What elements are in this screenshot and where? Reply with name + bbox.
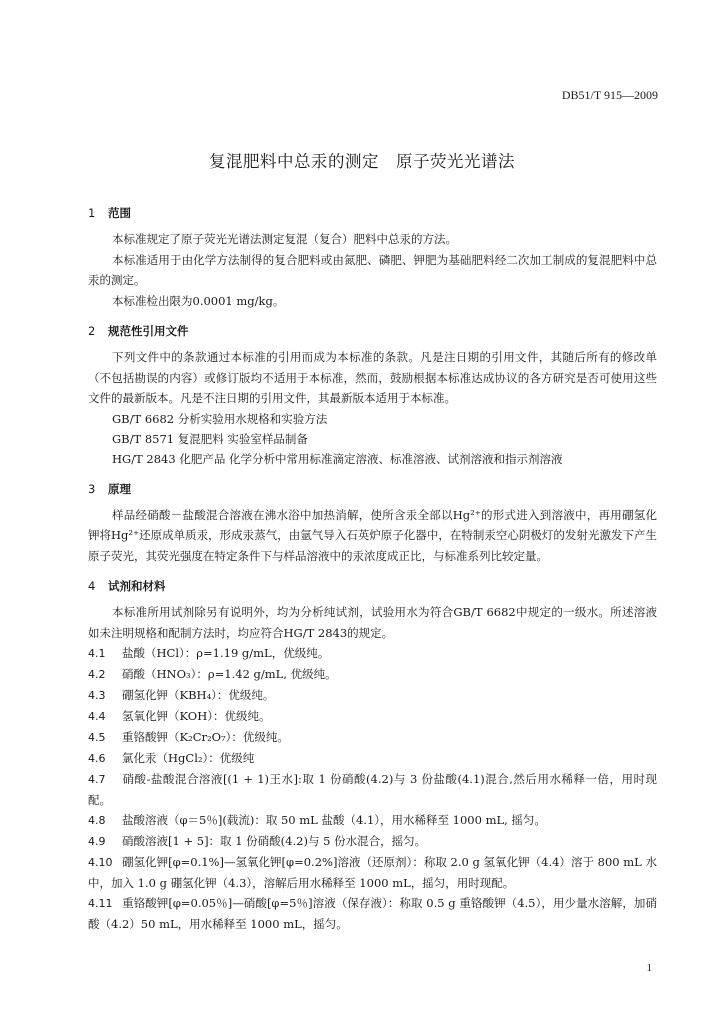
item-number: 4.10 — [88, 856, 113, 869]
reference-item: HG/T 2843 化肥产品 化学分析中常用标准滴定溶液、标准溶液、试剂溶液和指示剂溶液 — [112, 451, 563, 466]
page-number: 1 — [646, 962, 652, 974]
section-heading-4 — [88, 576, 657, 596]
section-title: 试剂和材料 — [108, 579, 166, 593]
item-number: 4.3 — [88, 689, 106, 702]
paragraph: 本标准适用于由化学方法制得的复合肥料或由氮肥、磷肥、钾肥为基础肥料经二次加工制成的复混肥料中总汞的测定。 — [88, 252, 657, 287]
section-heading-3 — [88, 479, 657, 499]
section-heading-1 — [88, 203, 657, 223]
reagent-item — [88, 706, 657, 727]
reagent-item — [88, 643, 657, 664]
section-title: 规范性引用文件 — [108, 324, 189, 338]
item-text: 硝酸-盐酸混合溶液[(1 + 1)王水]:取 1 份硝酸(4.2)与 3 份盐酸(4.1)混合,然后用水稀释一倍，用时现配。 — [88, 772, 657, 807]
item-text: 重铬酸钾[φ=0.05％]—硝酸[φ=5％]溶液（保存液）：称取 0.5 g 重铬酸钾（4.5），用少量水溶解，加硝酸（4.2）50 mL，用水稀释至 1000 mL，摇匀。 — [88, 896, 657, 931]
section-number: 3 — [88, 481, 96, 496]
item-number: 4.11 — [88, 897, 113, 910]
reagent-item — [88, 852, 657, 893]
item-text: 盐酸（HCl）：ρ=1.19 g/mL，优级纯。 — [122, 646, 330, 660]
reagent-item — [88, 831, 657, 852]
reagent-item — [88, 769, 657, 810]
reagent-item — [88, 727, 657, 748]
section-heading-2 — [88, 321, 657, 341]
reagent-item — [88, 685, 657, 706]
reagent-item — [88, 893, 657, 934]
item-text: 重铬酸钾（K₂Cr₂O₇）：优级纯。 — [122, 730, 289, 744]
paragraph: 本标准检出限为0.0001 mg/kg。 — [112, 293, 285, 308]
section-number: 1 — [88, 206, 96, 220]
reagent-item — [88, 748, 657, 769]
document-body — [88, 203, 657, 934]
item-text: 硝酸（HNO₃）：ρ=1.42 g/mL, 优级纯。 — [122, 667, 337, 681]
document-title: 复混肥料中总汞的测定 原子荧光光谱法 — [209, 152, 515, 171]
item-text: 硼氢化钾（KBH₄）：优级纯。 — [122, 688, 275, 702]
paragraph: 下列文件中的条款通过本标准的引用而成为本标准的条款。凡是注日期的引用文件，其随后所有的修改单（不包括勘误的内容）或修订版均不适用于本标准，然而，鼓励根据本标准达成协议的各方研究是否可使用这些文件的最新版本。凡是不注日期的引用文件，其最新版本适用于本标准。 — [88, 350, 657, 405]
paragraph: 样品经硝酸－盐酸混合溶液在沸水浴中加热消解，使所含汞全部以Hg²⁺的形式进入到溶液中，再用硼氢化钾将Hg²⁺还原成单质汞，形成汞蒸气，由氩气导入石英炉原子化器中，在特制汞空心阴极灯的发射光激发下产生原子荧光，其荧光强度在特定条件下与样品溶液中的汞浓度成正比，与标准系列比较定量。 — [88, 507, 657, 563]
item-number: 4.8 — [88, 814, 106, 827]
item-number: 4.5 — [88, 731, 106, 744]
item-text: 硝酸溶液[1 + 5]：取 1 份硝酸(4.2)与 5 份水混合，摇匀。 — [122, 834, 427, 848]
item-number: 4.9 — [88, 835, 106, 848]
item-text: 硼氢化钾[φ=0.1%]—氢氧化钾[φ=0.2%]溶液（还原剂）：称取 2.0 g 氢氧化钾（4.4）溶于 800 mL 水中，加入 1.0 g 硼氢化钾（4.3），溶解后用水稀释至 1000 mL，摇匀，用时现配。 — [88, 855, 657, 890]
item-number: 4.1 — [88, 647, 106, 660]
paragraph: 本标准规定了原子荧光光谱法测定复混（复合）肥料中总汞的方法。 — [112, 232, 457, 246]
reference-item: GB/T 8571 复混肥料 实验室样品制备 — [112, 431, 308, 446]
section-title: 范围 — [108, 206, 131, 220]
item-number: 4.4 — [88, 710, 106, 723]
reagent-item — [88, 810, 657, 831]
section-title: 原理 — [108, 481, 131, 496]
item-number: 4.6 — [88, 752, 106, 765]
item-number: 4.7 — [88, 773, 106, 786]
item-text: 氯化汞（HgCl₂）：优级纯 — [122, 751, 255, 765]
paragraph: 本标准所用试剂除另有说明外，均为分析纯试剂，试验用水为符合GB/T 6682中规定的一级水。所述溶液如未注明规格和配制方法时，均应符合HG/T 2843的规定。 — [88, 605, 657, 640]
item-text: 盐酸溶液（φ＝5％](载流)：取 50 mL 盐酸（4.1），用水稀释至 1000 mL, 摇匀。 — [122, 813, 546, 827]
reagent-item — [88, 664, 657, 685]
item-text: 氢氧化钾（KOH）：优级纯。 — [122, 709, 271, 723]
section-number: 4 — [88, 579, 96, 593]
reference-item: GB/T 6682 分析实验用水规格和实验方法 — [112, 411, 328, 426]
standard-code: DB51/T 915—2009 — [561, 88, 658, 102]
section-number: 2 — [88, 324, 96, 338]
item-number: 4.2 — [88, 668, 106, 681]
